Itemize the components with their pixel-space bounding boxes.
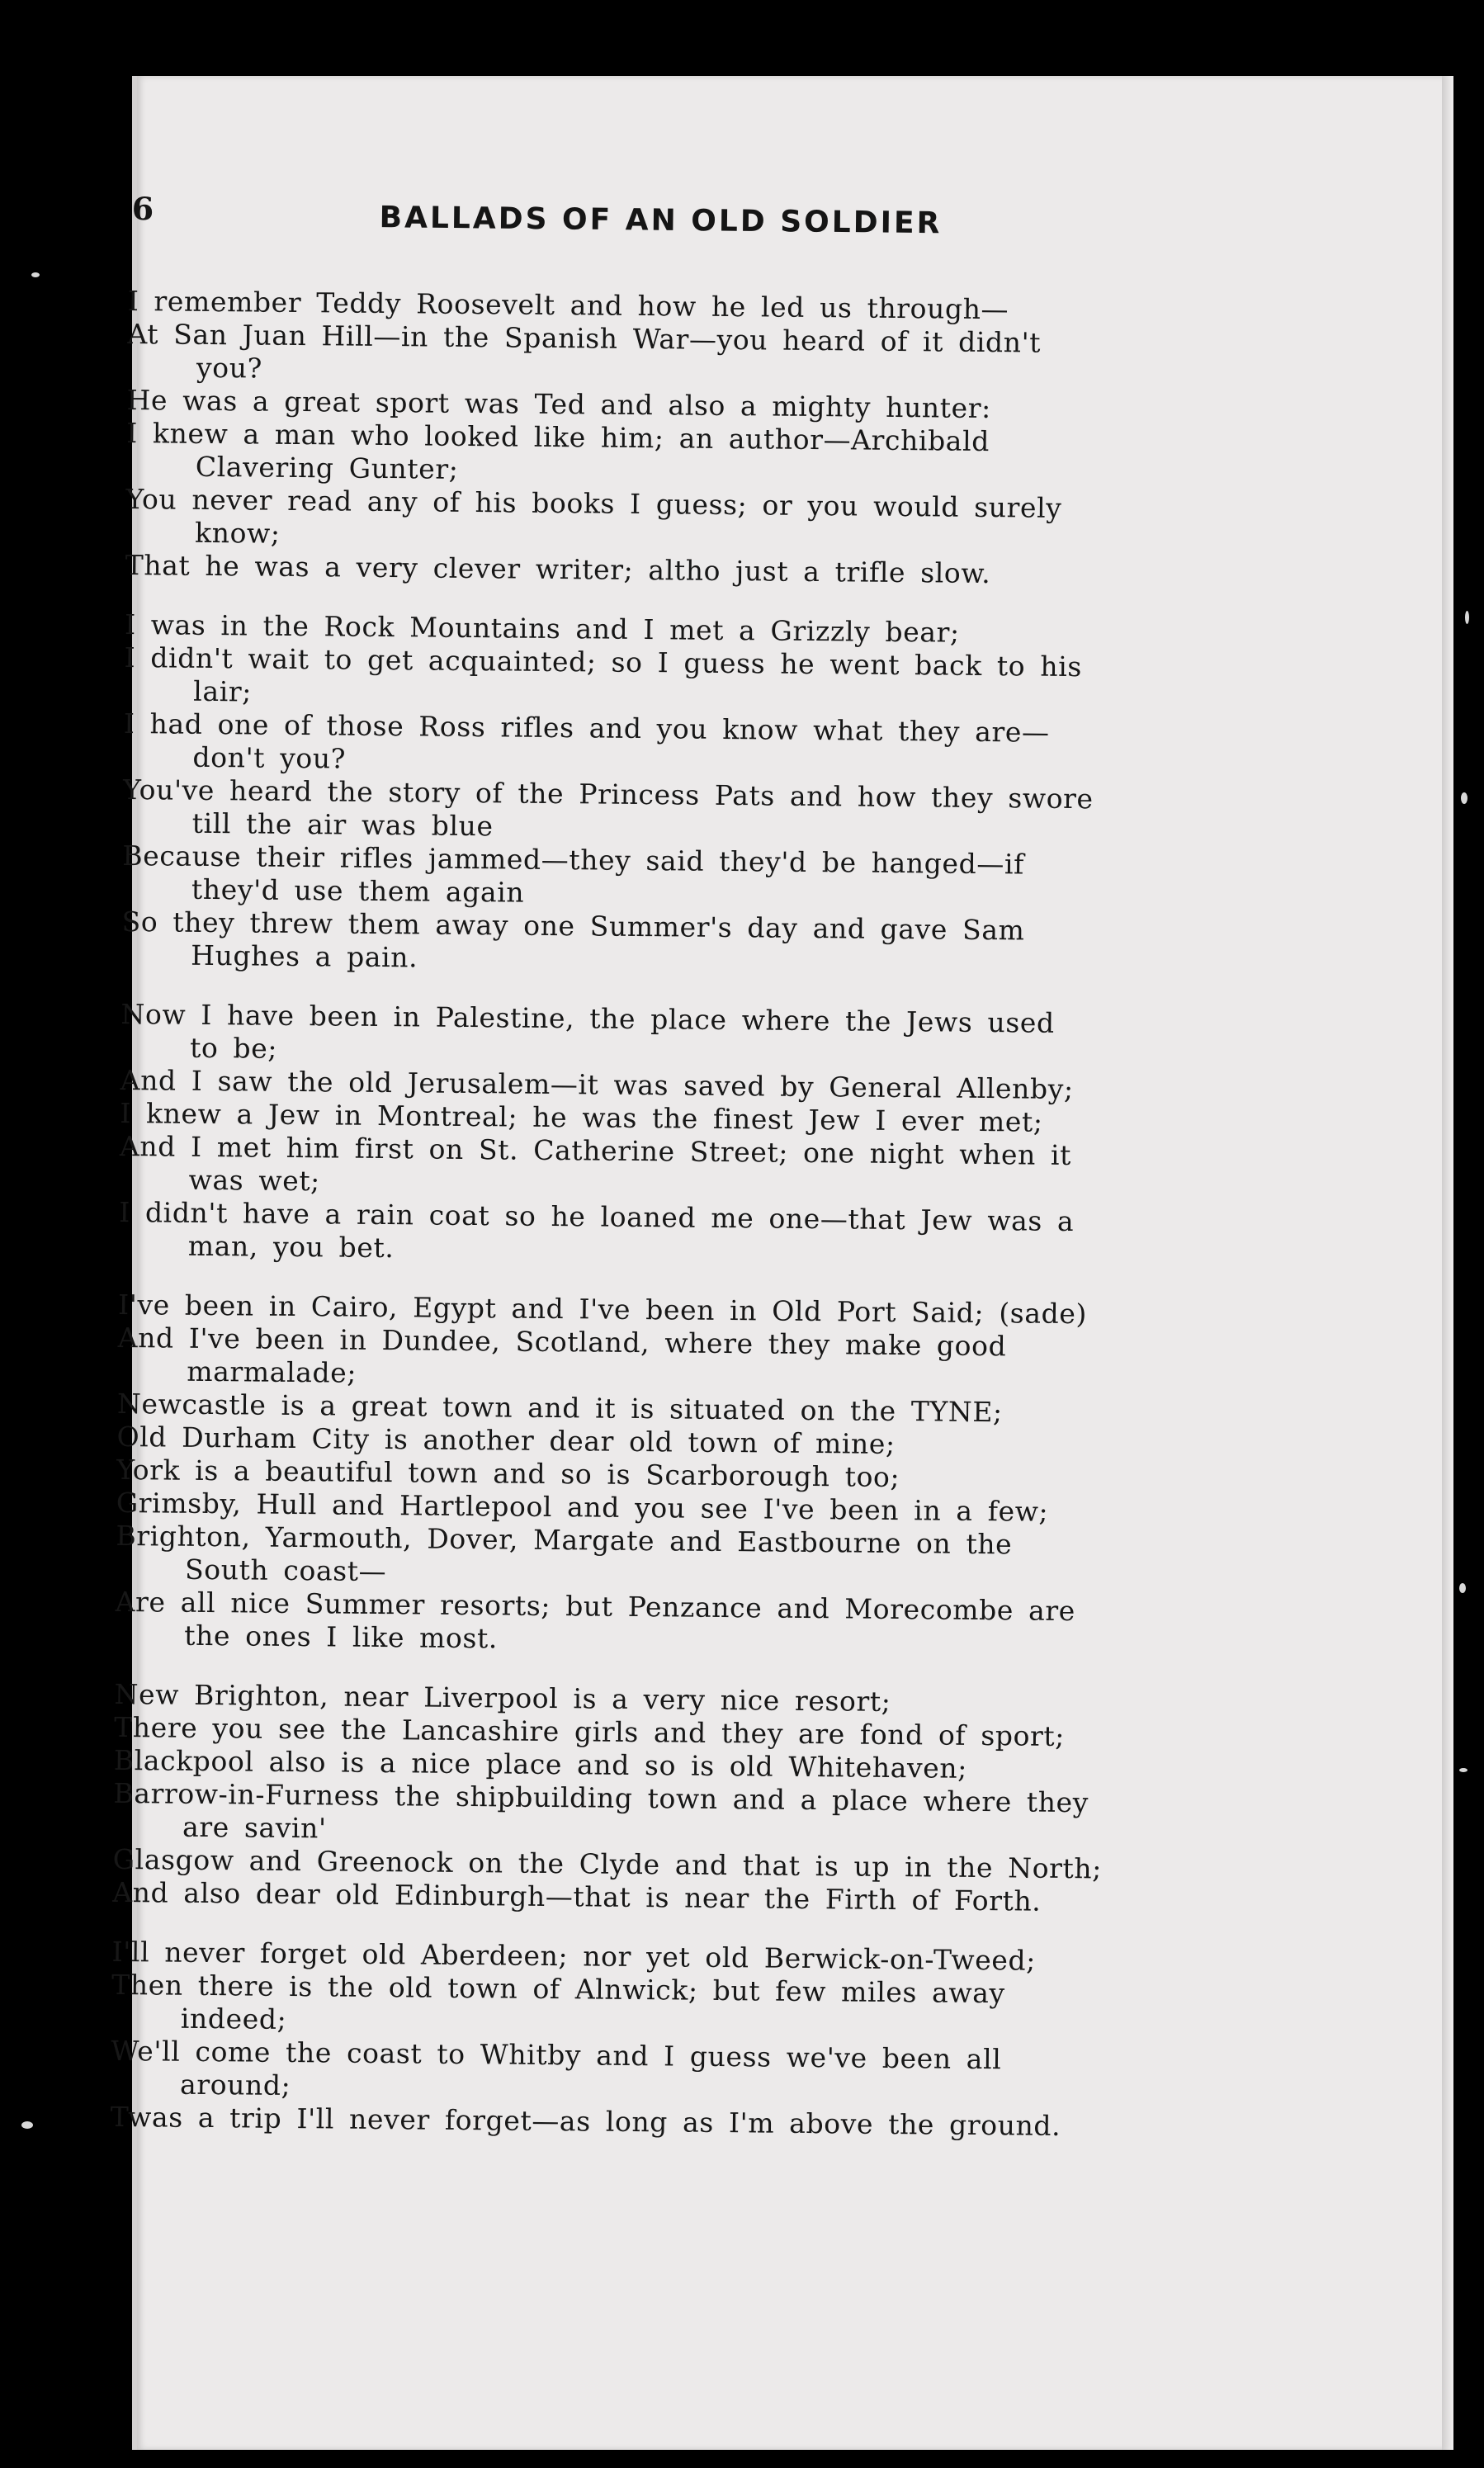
verse-line: Barrow-in-Furness the shipbuilding town and a place where they: [113, 1776, 1089, 1819]
verse: [113, 1777, 1199, 1854]
stanza: [112, 1678, 1200, 1920]
verse-line: We'll come the coast to Whitby and I guess we've been all: [111, 2034, 1002, 2076]
verse: [119, 1196, 1205, 1273]
verse-line: York is a beautiful town and so is Scarborough too;: [116, 1453, 900, 1494]
verse-line: Old Durham City is another dear old town of mine;: [116, 1420, 896, 1460]
verse-line: And also dear old Edinburgh—that is near the Firth of Forth.: [112, 1875, 1042, 1917]
verse-line: Then there is the old town of Alnwick; but few miles away: [111, 1968, 1005, 2010]
verse-continuation: don't you?: [192, 740, 347, 775]
verse: [121, 905, 1208, 982]
scan-speck: [1465, 611, 1469, 624]
verse-line: He was a great sport was Ted and also a mighty hunter:: [126, 383, 992, 425]
verse-line: I remember Teddy Roosevelt and how he led us through—: [127, 285, 1009, 326]
verse-continuation: Clavering Gunter;: [195, 450, 459, 485]
verse-line: New Brighton, near Liverpool is a very nice resort;: [114, 1677, 891, 1718]
verse-line: That he was a very clever writer; altho just a trifle slow.: [125, 548, 991, 590]
verse-line: You never read any of his books I guess; or you would surely: [125, 482, 1062, 524]
verse: [111, 2035, 1197, 2111]
scan-speck: [21, 2121, 33, 2129]
verse-continuation: know;: [194, 516, 281, 550]
verse-line: I didn't have a rain coat so he loaned me one—that Jew was a: [119, 1195, 1075, 1238]
verse-line: Because their rifles jammed—they said they'd be hanged—if: [122, 839, 1025, 881]
page-number: 6: [131, 190, 154, 228]
verse-line: Twas a trip I'll never forget—as long as I'm above the ground.: [110, 2100, 1061, 2142]
verse-continuation: till the air was blue: [191, 806, 494, 843]
verse: [121, 998, 1207, 1075]
verse-line: I had one of those Ross rifles and you know what they are—: [123, 707, 1050, 749]
page-edge: [1442, 76, 1453, 2450]
verse-line: You've heard the story of the Princess Pats and how they swore: [122, 773, 1094, 816]
verse-line: And I met him first on St. Catherine Street; one night when it: [119, 1129, 1072, 1172]
running-title: BALLADS OF AN OLD SOLDIER: [379, 201, 943, 241]
verse-line: Brighton, Yarmouth, Dover, Margate and Eastbourne on the: [116, 1519, 1013, 1561]
verse: [123, 707, 1209, 784]
stanza: [115, 1288, 1203, 1662]
verse-continuation: indeed;: [180, 2002, 287, 2035]
verse-line: So they threw them away one Summer's day and gave Sam: [121, 905, 1025, 947]
verse-line: Now I have been in Palestine, the place where the Jews used: [121, 997, 1055, 1039]
verse-line: I'll never forget old Aberdeen; nor yet old Berwick-on-Tweed;: [111, 1935, 1037, 1977]
verse-line: Glasgow and Greenock on the Clyde and that is up in the North;: [112, 1842, 1103, 1885]
verse-continuation: to be;: [189, 1031, 278, 1065]
verse-line: I didn't wait to get acquainted; so I guess he went back to his: [124, 641, 1083, 683]
verse: [111, 1969, 1198, 2045]
stanza: [119, 998, 1207, 1273]
stanza: [125, 285, 1213, 593]
verse-continuation: was wet;: [188, 1163, 321, 1198]
stanza: [121, 608, 1210, 982]
verse: [123, 773, 1209, 850]
verse-line: I've been in Cairo, Egypt and I've been in Old Port Said; (sade): [117, 1288, 1088, 1331]
verse-line: And I've been in Dundee, Scotland, where they make good: [117, 1321, 1007, 1363]
verse-continuation: South coast—: [184, 1553, 387, 1588]
verse-line: I knew a Jew in Montreal; he was the finest Jew I ever met;: [120, 1096, 1043, 1138]
verse-line: Newcastle is a great town and it is situated on the TYNE;: [116, 1387, 1003, 1429]
scan-speck: [1459, 1583, 1466, 1593]
verse-continuation: marmalade;: [187, 1355, 357, 1389]
verse-line: There you see the Lancashire girls and they are fond of sport;: [114, 1710, 1066, 1752]
verse-line: At San Juan Hill—in the Spanish War—you heard of it didn't: [127, 317, 1042, 359]
verse-continuation: they'd use them again: [191, 872, 525, 909]
verse: [116, 1520, 1202, 1596]
verse-line: I knew a man who looked like him; an author—Archibald: [126, 416, 990, 458]
verse: [124, 641, 1210, 718]
verse-continuation: lair;: [193, 674, 253, 708]
verse-continuation: Hughes a pain.: [191, 939, 418, 974]
stanza: [110, 1936, 1197, 2144]
verse-line: Grimsby, Hull and Hartlepool and you see I've been in a few;: [116, 1486, 1049, 1528]
verse-continuation: man, you bet.: [187, 1229, 395, 1265]
verse: [115, 1586, 1201, 1662]
poem-body: [110, 285, 1213, 2171]
verse: [117, 1321, 1203, 1398]
verse: [119, 1130, 1205, 1207]
verse: [126, 417, 1212, 494]
scan-speck: [1461, 792, 1467, 804]
verse: [127, 318, 1213, 395]
scan-speck: [31, 272, 40, 277]
verse-continuation: the ones I like most.: [184, 1619, 499, 1655]
verse-line: Blackpool also is a nice place and so is old Whitehaven;: [113, 1743, 968, 1785]
verse: [122, 839, 1208, 916]
verse: [125, 483, 1212, 560]
verse-continuation: are savin': [182, 1810, 327, 1845]
verse-line: Are all nice Summer resorts; but Penzance and Morecombe are: [115, 1585, 1076, 1628]
verse-continuation: you?: [196, 351, 263, 385]
verse-line: And I saw the old Jerusalem—it was saved by General Allenby;: [120, 1063, 1074, 1106]
scan-speck: [1459, 1768, 1467, 1772]
verse-line: I was in the Rock Mountains and I met a Grizzly bear;: [124, 608, 960, 649]
verse-continuation: around;: [179, 2068, 291, 2102]
